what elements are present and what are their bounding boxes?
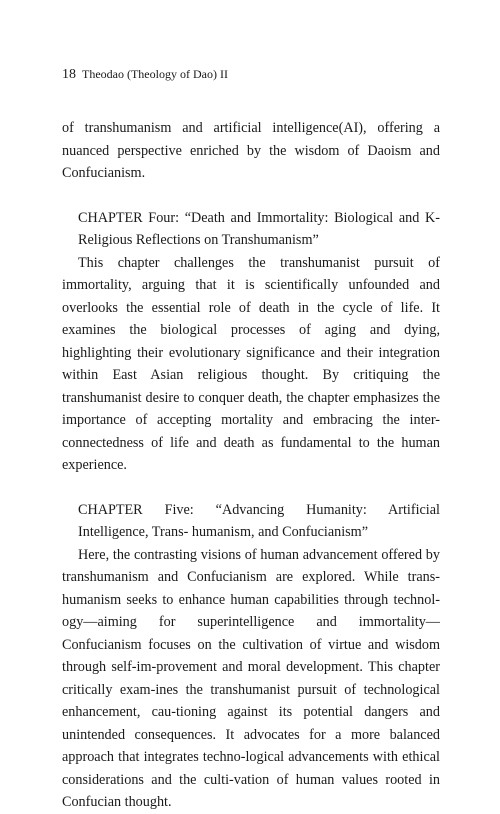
book-title: Theodao (Theology of Dao) II — [82, 67, 228, 81]
paragraph-gap — [62, 477, 440, 499]
intro-tail-paragraph: of transhumanism and artificial intelligence(AI), offering a nuanced perspective enriched by the wisdom of Daoism and Confucianism. — [62, 120, 440, 181]
chapter-four-heading: CHAPTER Four: “Death and Immortality: Biological and K-Religious Reflections on Transhumanism” — [78, 209, 440, 248]
chapter-five-summary: Here, the contrasting visions of human advancement offered by transhumanism and Confucianism are explored. While trans-humanism seeks to enhance human capabilities through technol-ogy—aiming for superintelligence and immortality—Confucianism focuses on the cultivation of virtue and wisdom through self-im-provement and moral development. This chapter critically exam-ines the transhumanist pursuit of technological enhancement, cau-tioning against its potential dangers and unintended consequences. It advocates for a more balanced approach that integrates techno-logical advancements with ethical considerations and the culti-vation of human values rooted in Confucian thought. — [62, 546, 440, 810]
paragraph-gap — [62, 185, 440, 207]
body-text — [62, 117, 440, 814]
running-head — [62, 66, 228, 83]
page-number: 18 — [62, 67, 76, 82]
chapter-five-heading: CHAPTER Five: “Advancing Humanity: Artificial Intelligence, Trans- humanism, and Confucianism” — [78, 501, 440, 540]
chapter-four-summary: This chapter challenges the transhumanist pursuit of immortality, arguing that it is scientifically unfounded and overlooks the essential role of death in the cycle of life. It examines the biological processes of aging and dying, highlighting their evolutionary significance and their integration within East Asian religious thought. By critiquing the transhumanist desire to conquer death, the chapter emphasizes the importance of accepting mortality and embracing the inter-connectedness of life and death as fundamental to the human experience. — [62, 254, 440, 473]
